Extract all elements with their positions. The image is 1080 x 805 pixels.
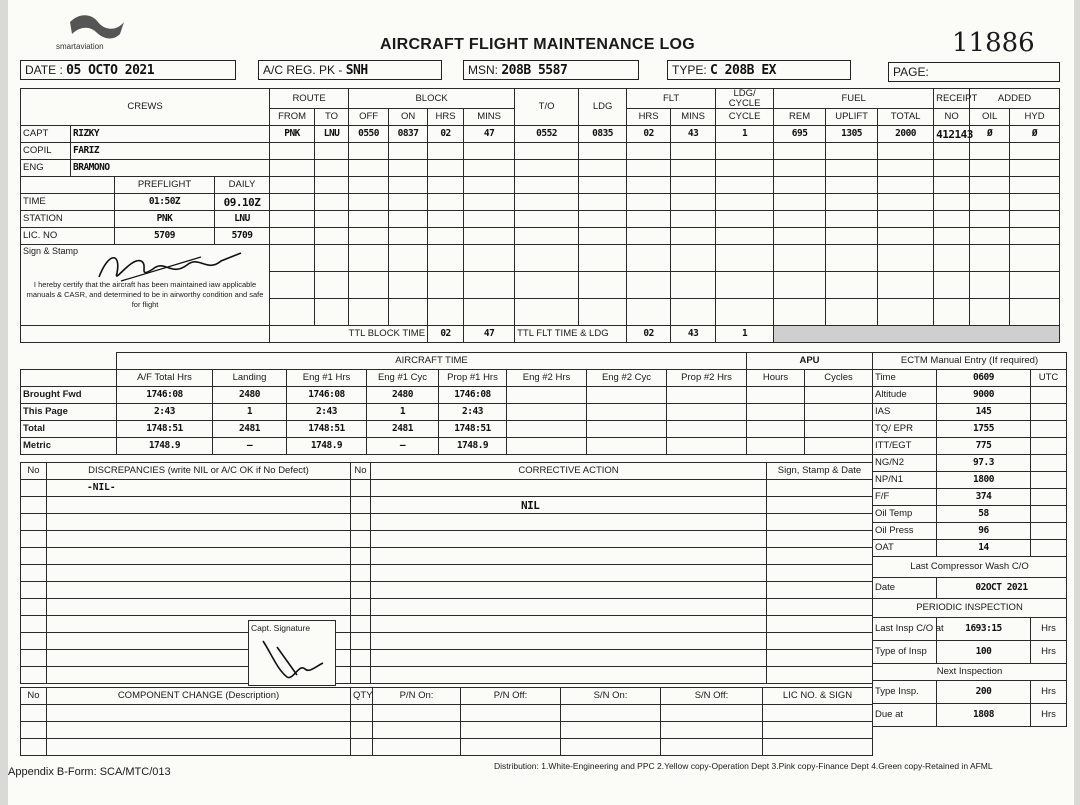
cell[interactable]	[747, 387, 805, 404]
cell[interactable]: –	[213, 438, 287, 455]
table-row	[21, 438, 873, 455]
time-label: TIME	[21, 194, 115, 211]
signature-preflight-icon	[91, 247, 251, 287]
off-value[interactable]: 0550	[349, 126, 389, 143]
ectm-value[interactable]: 1800	[937, 472, 1031, 489]
col-prop2-hrs: Prop #2 Hrs	[667, 370, 747, 387]
disc-title: DISCREPANCIES (write NIL or A/C OK if No Defect)	[47, 463, 351, 480]
cell[interactable]	[507, 421, 587, 438]
log-sheet	[8, 0, 1074, 805]
cell[interactable]: 1746:08	[439, 387, 507, 404]
sn-off-header: S/N Off:	[661, 688, 763, 705]
sign-stamp-label: Sign & Stamp	[23, 246, 79, 256]
from-value[interactable]: PNK	[270, 126, 315, 143]
ectm-unit	[1031, 421, 1067, 438]
aircraft-time-table	[20, 352, 873, 455]
cell[interactable]	[805, 421, 873, 438]
fuel-header: FUEL	[774, 89, 934, 109]
station-label: STATION	[21, 211, 115, 228]
cell[interactable]	[805, 438, 873, 455]
component-table	[20, 687, 873, 756]
list-item	[873, 472, 1067, 489]
ttl-block-hrs[interactable]: 02	[428, 326, 464, 343]
from-header: FROM	[270, 109, 315, 126]
preflight-lic[interactable]: 5709	[115, 228, 215, 245]
ectm-title: ECTM Manual Entry (If required)	[873, 353, 1067, 370]
daily-station[interactable]: LNU	[215, 211, 270, 228]
cell[interactable]: 1748:51	[439, 421, 507, 438]
oil-header: OIL	[970, 109, 1010, 126]
due-label: Due at	[873, 704, 937, 727]
flt-hrs-value[interactable]: 02	[627, 126, 671, 143]
ectm-unit	[1031, 489, 1067, 506]
takeoff-header: T/O	[515, 89, 579, 126]
preflight-time[interactable]: 01:50Z	[115, 194, 215, 211]
compressor-date-label: Date	[873, 578, 937, 599]
cell[interactable]: 1746:08	[287, 387, 367, 404]
date-label: DATE :	[25, 63, 63, 77]
sn-on-header: S/N On:	[561, 688, 661, 705]
list-item	[873, 540, 1067, 557]
corrective-title: CORRECTIVE ACTION	[371, 463, 767, 480]
ectm-value[interactable]: 97.3	[937, 455, 1031, 472]
col-apu-hours: Hours	[747, 370, 805, 387]
landing-header: LDG	[579, 89, 627, 126]
flt-header: FLT	[627, 89, 716, 109]
comp-no-header: No	[21, 688, 47, 705]
table-row	[21, 387, 873, 404]
form-title: AIRCRAFT FLIGHT MAINTENANCE LOG	[380, 36, 696, 53]
ectm-label: NG/N2	[873, 455, 937, 472]
list-item	[873, 387, 1067, 404]
type-insp-label: Type of Insp	[873, 641, 937, 664]
ectm-unit: UTC	[1031, 370, 1067, 387]
col-eng1-hrs: Eng #1 Hrs	[287, 370, 367, 387]
cell[interactable]: 2480	[213, 387, 287, 404]
cell[interactable]: 1748.9	[439, 438, 507, 455]
cell[interactable]: 1748:51	[287, 421, 367, 438]
ectm-value[interactable]: 0609	[937, 370, 1031, 387]
eng-value[interactable]: BRAMONO	[71, 160, 270, 177]
cell[interactable]	[667, 404, 747, 421]
ectm-unit	[1031, 404, 1067, 421]
type-field[interactable]	[667, 60, 851, 80]
on-value[interactable]: 0837	[389, 126, 428, 143]
discrepancy-entry[interactable]: -NIL-	[47, 480, 351, 497]
crews-header: CREWS	[21, 89, 270, 126]
ttl-block-mins[interactable]: 47	[464, 326, 515, 343]
list-item	[873, 421, 1067, 438]
ectm-value[interactable]: 374	[937, 489, 1031, 506]
cell[interactable]: 2:43	[117, 404, 213, 421]
acreg-label: A/C REG. PK -	[263, 63, 343, 77]
cell[interactable]	[747, 438, 805, 455]
comp-title: COMPONENT CHANGE (Description)	[47, 688, 351, 705]
receipt-header: RECEIPT	[934, 89, 970, 109]
ectm-label: Altitude	[873, 387, 937, 404]
fuel-total-value[interactable]: 2000	[878, 126, 934, 143]
distribution-text: Distribution: 1.White-Engineering and PPC 2.Yellow copy-Operation Dept 3.Pink copy-Finance Dept 4.Green copy-Retained in AFML	[494, 761, 993, 771]
next-type-label: Type Insp.	[873, 681, 937, 704]
cell[interactable]: 1748.9	[287, 438, 367, 455]
type-value: C 208B EX	[710, 63, 776, 78]
cell[interactable]	[805, 404, 873, 421]
form-id: Appendix B-Form: SCA/MTC/013	[8, 766, 171, 778]
row-label: Metric	[21, 438, 117, 455]
disc-no-header: No	[21, 463, 47, 480]
cell[interactable]	[667, 387, 747, 404]
cell[interactable]	[747, 421, 805, 438]
col-prop1-hrs: Prop #1 Hrs	[439, 370, 507, 387]
ttl-flt-hrs[interactable]: 02	[627, 326, 671, 343]
ectm-label: F/F	[873, 489, 937, 506]
daily-time[interactable]: 09.10Z	[215, 194, 270, 211]
hrs-unit: Hrs	[1031, 704, 1067, 727]
cell[interactable]: –	[367, 438, 439, 455]
apu-title: APU	[747, 353, 873, 370]
compressor-date-value[interactable]: 02OCT 2021	[937, 578, 1067, 599]
cell[interactable]: 1746:08	[117, 387, 213, 404]
list-item	[873, 404, 1067, 421]
col-eng1-cyc: Eng #1 Cyc	[367, 370, 439, 387]
hrs-unit: Hrs	[1031, 681, 1067, 704]
uplift-header: UPLIFT	[826, 109, 878, 126]
list-item	[873, 506, 1067, 523]
route-header: ROUTE	[270, 89, 349, 109]
page-label: PAGE:	[893, 65, 929, 79]
qty-header: QTY	[351, 688, 373, 705]
ectm-unit	[1031, 540, 1067, 557]
msn-value: 208B 5587	[501, 63, 568, 78]
col-landing: Landing	[213, 370, 287, 387]
copil-label: COPIL	[21, 143, 71, 160]
compressor-title: Last Compressor Wash C/O	[873, 557, 1067, 578]
cell[interactable]: 1	[367, 404, 439, 421]
ectm-value[interactable]: 96	[937, 523, 1031, 540]
cell[interactable]	[587, 438, 667, 455]
ectm-label: TQ/ EPR	[873, 421, 937, 438]
flt-hrs-header: HRS	[627, 109, 671, 126]
pn-off-header: P/N Off:	[461, 688, 561, 705]
block-hrs-value[interactable]: 02	[428, 126, 464, 143]
cell[interactable]	[507, 387, 587, 404]
ldg-cycle-value[interactable]: 1	[716, 126, 774, 143]
preflight-station[interactable]: PNK	[115, 211, 215, 228]
hyd-header: HYD	[1010, 109, 1060, 126]
col-eng2-hrs: Eng #2 Hrs	[507, 370, 587, 387]
ttl-flt-mins[interactable]: 43	[671, 326, 716, 343]
oil-value[interactable]: Ø	[970, 126, 1010, 143]
added-header: ADDED	[970, 89, 1060, 109]
ttl-block-label: TTL BLOCK TIME	[270, 326, 428, 343]
on-header: ON	[389, 109, 428, 126]
ectm-unit	[1031, 438, 1067, 455]
ttl-flt-label: TTL FLT TIME & LDG	[515, 326, 627, 343]
hrs-unit: Hrs	[1031, 641, 1067, 664]
flt-mins-value[interactable]: 43	[671, 126, 716, 143]
receipt-no-header: NO	[934, 109, 970, 126]
off-header: OFF	[349, 109, 389, 126]
certify-text: I hereby certify that the aircraft has been maintained iaw applicable manuals & CASR, and determined to be in airworthy condition and safe for flight	[26, 280, 264, 310]
type-insp-value[interactable]: 100	[937, 641, 1031, 664]
acreg-field[interactable]	[258, 60, 442, 80]
capt-signature-label: Capt. Signature	[251, 623, 311, 633]
cell[interactable]	[805, 387, 873, 404]
next-type-value[interactable]: 200	[937, 681, 1031, 704]
rem-header: REM	[774, 109, 826, 126]
date-field[interactable]	[20, 60, 236, 80]
list-item	[873, 455, 1067, 472]
flt-mins-header: MINS	[671, 109, 716, 126]
serial-number: 11886	[952, 28, 1035, 58]
hyd-value[interactable]: Ø	[1010, 126, 1060, 143]
ectm-unit	[1031, 472, 1067, 489]
ectm-unit	[1031, 387, 1067, 404]
ectm-label: Time	[873, 370, 937, 387]
cell[interactable]: 1748.9	[117, 438, 213, 455]
takeoff-value[interactable]: 0552	[515, 126, 579, 143]
preflight-header: PREFLIGHT	[115, 177, 215, 194]
landing-value[interactable]: 0835	[579, 126, 627, 143]
cell[interactable]	[587, 404, 667, 421]
cell[interactable]: 1748:51	[117, 421, 213, 438]
cell[interactable]	[587, 421, 667, 438]
capt-signature-icon	[257, 633, 329, 683]
total-header: TOTAL	[878, 109, 934, 126]
to-value[interactable]: LNU	[315, 126, 349, 143]
cell[interactable]	[667, 438, 747, 455]
daily-lic[interactable]: 5709	[215, 228, 270, 245]
fuel-rem-value[interactable]: 695	[774, 126, 826, 143]
hrs-unit: Hrs	[1031, 618, 1067, 641]
fuel-uplift-value[interactable]: 1305	[826, 126, 878, 143]
ectm-value[interactable]: 9000	[937, 387, 1031, 404]
ectm-value[interactable]: 1755	[937, 421, 1031, 438]
msn-label: MSN:	[468, 63, 498, 77]
daily-header: DAILY	[215, 177, 270, 194]
list-item	[873, 438, 1067, 455]
due-value[interactable]: 1808	[937, 704, 1031, 727]
cell[interactable]	[667, 421, 747, 438]
receipt-no-value[interactable]: 412143	[934, 126, 970, 143]
ectm-value[interactable]: 145	[937, 404, 1031, 421]
block-mins-value[interactable]: 47	[464, 126, 515, 143]
cell[interactable]	[507, 438, 587, 455]
col-eng2-cyc: Eng #2 Cyc	[587, 370, 667, 387]
ectm-label: Oil Temp	[873, 506, 937, 523]
next-insp-title: Next Inspection	[873, 664, 1067, 681]
ectm-label: ITT/EGT	[873, 438, 937, 455]
cell[interactable]: 2481	[213, 421, 287, 438]
type-label: TYPE:	[672, 63, 707, 77]
corrective-entry[interactable]: NIL	[371, 497, 767, 514]
cell[interactable]: 2480	[367, 387, 439, 404]
periodic-title: PERIODIC INSPECTION	[873, 599, 1067, 618]
capt-value[interactable]: RIZKY	[71, 126, 270, 143]
cell[interactable]: 1	[213, 404, 287, 421]
pn-on-header: P/N On:	[373, 688, 461, 705]
list-item	[873, 370, 1067, 387]
to-header: TO	[315, 109, 349, 126]
msn-field[interactable]	[463, 60, 639, 80]
cell[interactable]: 2481	[367, 421, 439, 438]
eng-label: ENG	[21, 160, 71, 177]
sign-stamp-date-header: Sign, Stamp & Date	[767, 463, 873, 480]
ectm-table	[872, 352, 1067, 727]
ectm-label: NP/N1	[873, 472, 937, 489]
ectm-value[interactable]: 775	[937, 438, 1031, 455]
date-value: 05 OCTO 2021	[66, 63, 155, 78]
logo-text: smartaviation	[56, 42, 104, 51]
row-label: This Page	[21, 404, 117, 421]
cell[interactable]	[587, 387, 667, 404]
ectm-label: Oil Press	[873, 523, 937, 540]
cell[interactable]	[507, 404, 587, 421]
cell[interactable]: 2:43	[287, 404, 367, 421]
disc-no2-header: No	[351, 463, 371, 480]
flight-table	[20, 88, 1060, 343]
table-row	[21, 404, 873, 421]
list-item	[873, 523, 1067, 540]
block-hrs-header: HRS	[428, 109, 464, 126]
ttl-ldg[interactable]: 1	[716, 326, 774, 343]
cell[interactable]	[747, 404, 805, 421]
ectm-unit	[1031, 455, 1067, 472]
ectm-value[interactable]: 14	[937, 540, 1031, 557]
col-af-total: A/F Total Hrs	[117, 370, 213, 387]
ectm-unit	[1031, 523, 1067, 540]
capt-signature-box[interactable]	[248, 620, 336, 686]
row-label: Brought Fwd	[21, 387, 117, 404]
cycle-sub-header: CYCLE	[716, 109, 774, 126]
ectm-value[interactable]: 58	[937, 506, 1031, 523]
lic-label: LIC. NO	[21, 228, 115, 245]
last-insp-label: Last Insp C/O at	[873, 618, 937, 641]
last-insp-value[interactable]: 1693:15	[937, 618, 1031, 641]
acreg-value: SNH	[345, 63, 368, 78]
ectm-label: IAS	[873, 404, 937, 421]
cell[interactable]: 2:43	[439, 404, 507, 421]
ectm-label: OAT	[873, 540, 937, 557]
table-row	[21, 421, 873, 438]
col-apu-cycles: Cycles	[805, 370, 873, 387]
lic-sign-header: LIC NO. & SIGN	[763, 688, 873, 705]
discrepancy-table	[20, 462, 873, 684]
sign-stamp-cell[interactable]	[21, 245, 270, 326]
block-header: BLOCK	[349, 89, 515, 109]
ldg-cycle-header: LDG/ CYCLE	[716, 89, 774, 109]
capt-label: CAPT	[21, 126, 71, 143]
list-item	[873, 489, 1067, 506]
page-field[interactable]	[888, 62, 1060, 82]
ectm-unit	[1031, 506, 1067, 523]
block-mins-header: MINS	[464, 109, 515, 126]
copil-value[interactable]: FARIZ	[71, 143, 270, 160]
row-label: Total	[21, 421, 117, 438]
aircraft-time-title: AIRCRAFT TIME	[117, 353, 747, 370]
